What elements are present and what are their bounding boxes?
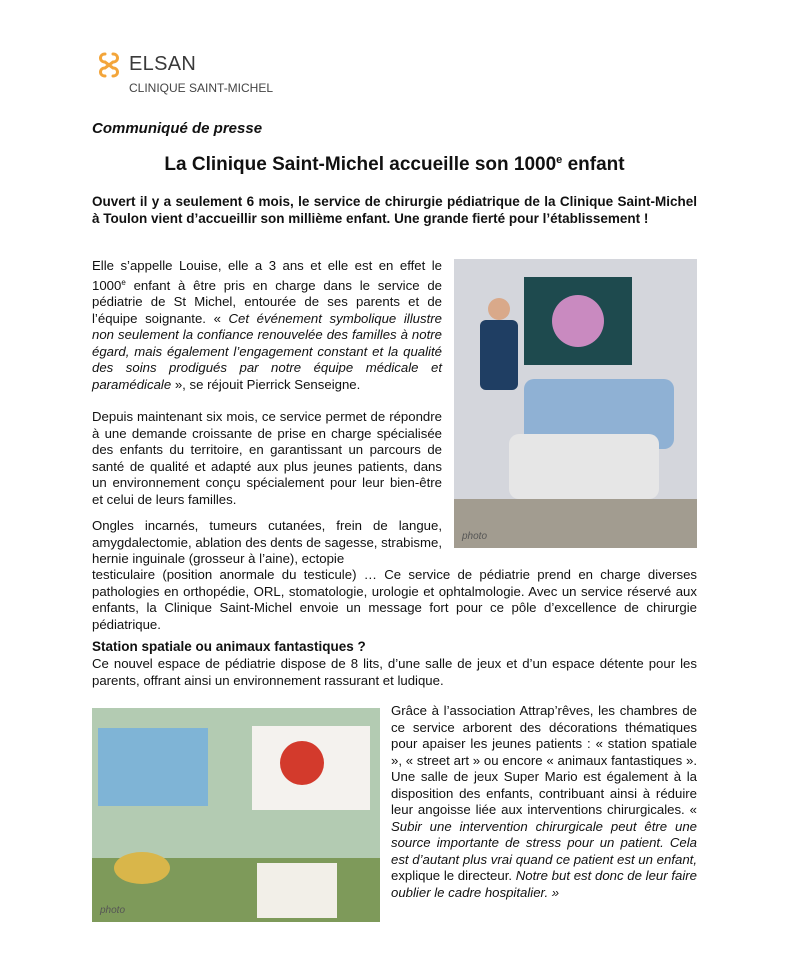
team-photo <box>454 259 697 548</box>
paragraph-pathologies-start: Ongles incarnés, tumeurs cutanées, frein de langue, amygdalectomie, ablation des dents de sagesse, strabisme, hernie inguinale (grosseur à l’aine), ectopie <box>92 518 442 566</box>
person-body <box>480 320 518 390</box>
bean-bag <box>114 852 170 884</box>
poster-left <box>98 728 208 806</box>
playroom-photo-image <box>92 708 380 922</box>
photo-placeholder-label: photo <box>462 531 488 542</box>
page-title <box>0 154 789 176</box>
logo-mark-shape <box>101 54 118 76</box>
paragraph-space: Ce nouvel espace de pédiatrie dispose de 8 lits, d’une salle de jeux et d’un espace détente pour les parents, offrant ainsi un environnement rassurant et ludique. <box>92 656 697 688</box>
p1-sup: e <box>121 277 126 287</box>
team-photo-image <box>454 259 697 548</box>
title-text-end: enfant <box>562 154 625 175</box>
lead-paragraph: Ouvert il y a seulement 6 mois, le service de chirurgie pédiatrique de la Clinique Saint-Michel à Toulon vient d’accueillir son millième enfant. Une grande fierté pour l’établissement ! <box>92 194 697 226</box>
title-sup: e <box>556 154 563 166</box>
photo-placeholder-label: photo <box>100 905 126 916</box>
playroom-photo <box>92 708 380 922</box>
p5-text-b: explique le directeur. <box>391 868 516 883</box>
toy-shelf <box>257 863 337 918</box>
brand-subtitle: CLINIQUE SAINT-MICHEL <box>129 81 274 95</box>
p1-text-a: Elle s’appelle Louise, elle a 3 ans et elle est en effet le 1000 <box>92 258 442 293</box>
person-head <box>488 298 510 320</box>
paragraph-louise <box>92 258 442 393</box>
group-front <box>509 434 659 499</box>
brand-name: ELSAN <box>129 53 197 75</box>
paragraph-pathologies-end: testiculaire (position anormale du testicule) … Ce service de pédiatrie prend en charge diverses pathologies en orthopédie, ORL, stomatologie, urologie et ophtalmologie. Avec un service réservé aux enfants, la Clinique Saint-Michel envoie un message fort pour ce pôle d’excellence de chirurgie pédiatrique. <box>92 567 697 632</box>
p1-quote: Cet événement symbolique illustre non seulement la confiance renouvelée des familles à notre égard, mais également l’engagement constant et la qualité des soins prodigués par notre équipe médicale et paramédicale <box>92 310 442 392</box>
paragraph-service: Depuis maintenant six mois, ce service permet de répondre à une demande croissante de prise en charge spécialisée des enfants du territoire, en garantissant un parcours de santé de qualité et adapté aux plus jeunes patients, dans un environnement conçu spécialement pour leur bien-être et celui de leurs familles. <box>92 409 442 507</box>
poster-character <box>280 741 324 785</box>
p1-text-c: », se réjouit Pierrick Senseigne. <box>171 376 361 392</box>
floor <box>454 499 697 548</box>
title-text: La Clinique Saint-Michel accueille son 1000 <box>164 154 557 175</box>
press-label: Communiqué de presse <box>92 120 263 137</box>
p5-quote-2: Notre but est donc de leur faire oublier le cadre hospitalier. » <box>391 868 697 900</box>
p5-text-a: Grâce à l’association Attrap’rêves, les chambres de ce service arborent des décorations thématiques pour apaiser les jeunes patients : « station spatiale », « street art » ou encore « animaux fantastiques ». Une salle de jeux Super Mario est également à la disposition des enfants, contribuant ainsi à réduire leur angoisse liée aux interventions chirurgicales. « <box>391 703 697 817</box>
p5-quote-1: Subir une intervention chirurgicale peut être une source importante de stress pour un patient. Cela est d’autant plus vrai quand ce patient est un enfant, <box>391 818 697 867</box>
elsan-logo-icon <box>96 52 122 78</box>
p1-text-b: enfant à être pris en charge dans le service de pédiatrie de St Michel, entourée de ses parents et de l’équipe soignante. « <box>92 277 442 326</box>
section-heading: Station spatiale ou animaux fantastiques ? <box>92 639 366 654</box>
paragraph-decorations <box>391 703 697 901</box>
poster-creature <box>552 295 604 347</box>
